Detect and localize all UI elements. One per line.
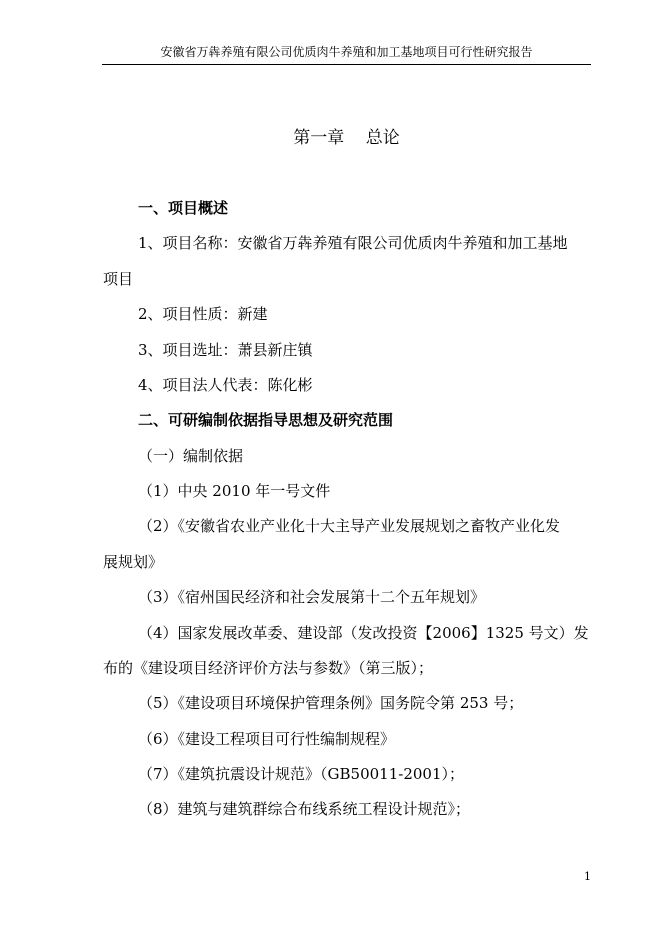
basis-item-3: （3）《宿州国民经济和社会发展第十二个五年规划》	[138, 588, 486, 606]
basis-item-1: （1）中央 2010 年一号文件	[138, 482, 331, 500]
header-divider	[102, 64, 591, 65]
subsection-basis: （一）编制依据	[138, 447, 244, 465]
item-project-representative: 4、项目法人代表：陈化彬	[138, 376, 313, 394]
basis-item-5: （5）《建设项目环境保护管理条例》国务院令第 253 号；	[138, 694, 524, 712]
basis-item-4-line2: 布的《建设项目经济评价方法与参数》（第三版）；	[103, 659, 434, 677]
item-project-location: 3、项目选址：萧县新庄镇	[138, 341, 313, 359]
section-heading-overview: 一、项目概述	[138, 199, 229, 217]
item-project-name-line2: 项目	[103, 270, 134, 288]
item-project-nature: 2、项目性质：新建	[138, 305, 268, 323]
basis-item-7: （7）《建筑抗震设计规范》（GB50011-2001）；	[138, 765, 465, 783]
basis-item-2-line1: （2）《安徽省农业产业化十大主导产业发展规划之畜牧产业化发	[138, 517, 561, 535]
item-project-name-line1: 1、项目名称：安徽省万犇养殖有限公司优质肉牛养殖和加工基地	[138, 234, 568, 252]
basis-item-8: （8）建筑与建筑群综合布线系统工程设计规范》；	[138, 800, 471, 818]
running-header: 安徽省万犇养殖有限公司优质肉牛养殖和加工基地项目可行性研究报告	[160, 45, 533, 59]
section-heading-basis: 二、可研编制依据指导思想及研究范围	[138, 411, 394, 429]
basis-item-2-line2: 展规划》	[103, 553, 164, 571]
basis-item-4-line1: （4）国家发展改革委、建设部（发改投资【2006】1325 号文）发	[138, 624, 589, 642]
chapter-title: 第一章 总论	[293, 128, 400, 148]
basis-item-6: （6）《建设工程项目可行性编制规程》	[138, 730, 396, 748]
page-number: 1	[584, 870, 591, 883]
